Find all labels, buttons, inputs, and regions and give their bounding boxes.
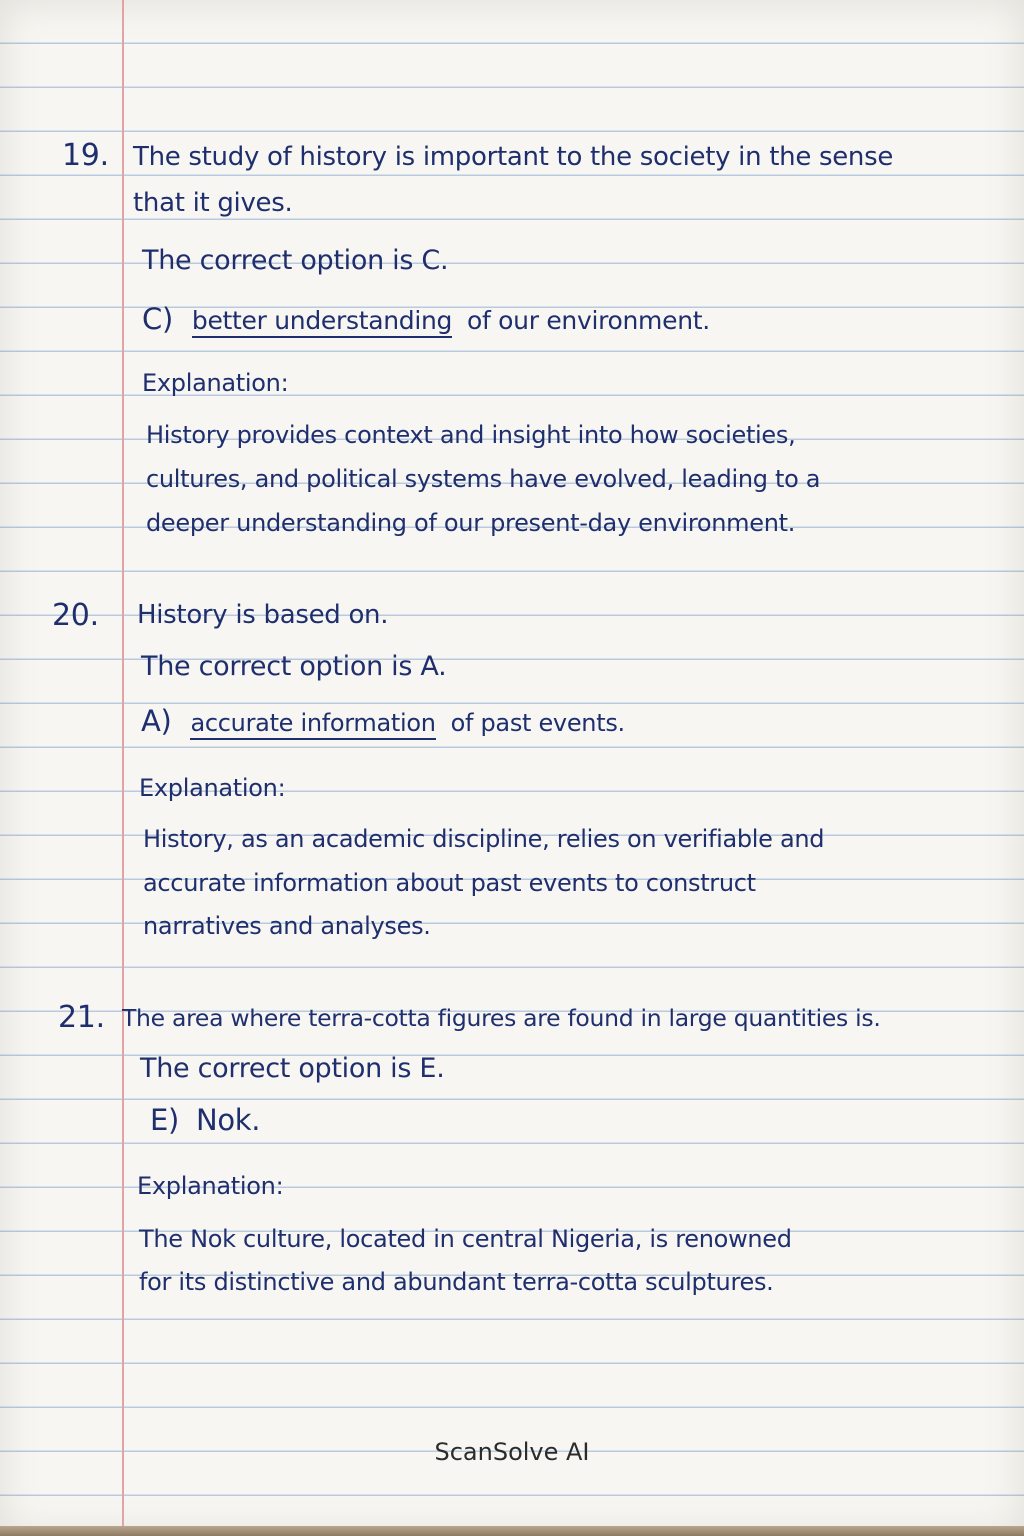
question-text: The area where terra-cotta figures are found in large quantities is. xyxy=(122,1004,881,1032)
explanation-line: narratives and analyses. xyxy=(143,912,431,940)
option-letter: E) xyxy=(150,1103,180,1137)
explanation-line: History, as an academic discipline, relies on verifiable and xyxy=(143,825,825,853)
explanation-line: History provides context and insight into how societies, xyxy=(146,421,796,449)
explanation-label: Explanation: xyxy=(142,369,289,397)
option-letter: C) xyxy=(142,302,173,336)
explanation-line: deeper understanding of our present-day environment. xyxy=(146,509,796,537)
explanation-line: for its distinctive and abundant terra-cotta sculptures. xyxy=(139,1268,774,1296)
answer-text: The correct option is E. xyxy=(140,1053,445,1084)
option-underlined-text: accurate information xyxy=(190,709,435,740)
option-text: Nok. xyxy=(195,1103,261,1137)
explanation-label: Explanation: xyxy=(139,774,286,802)
question-number: 21. xyxy=(58,1000,105,1035)
answer-option xyxy=(150,1103,260,1137)
question-number: 19. xyxy=(62,138,109,173)
question-text: that it gives. xyxy=(133,188,293,218)
answer-option xyxy=(141,704,625,738)
question-number: 20. xyxy=(52,598,99,633)
explanation-line: cultures, and political systems have evolved, leading to a xyxy=(146,465,821,493)
question-text: The study of history is important to the society in the sense xyxy=(133,142,894,172)
answer-option xyxy=(142,302,710,336)
margin-line xyxy=(122,0,124,1536)
option-text: of our environment. xyxy=(467,306,710,335)
option-letter: A) xyxy=(141,704,172,738)
explanation-label: Explanation: xyxy=(137,1172,284,1200)
answer-text: The correct option is C. xyxy=(142,245,449,276)
explanation-line: accurate information about past events to construct xyxy=(143,869,756,897)
footer-brand: ScanSolve AI xyxy=(434,1438,590,1466)
table-edge xyxy=(0,1526,1024,1536)
explanation-line: The Nok culture, located in central Nigeria, is renowned xyxy=(139,1225,792,1253)
option-underlined-text: better understanding xyxy=(192,306,452,338)
question-text: History is based on. xyxy=(137,600,389,630)
option-text: of past events. xyxy=(450,709,625,737)
answer-text: The correct option is A. xyxy=(141,651,447,682)
